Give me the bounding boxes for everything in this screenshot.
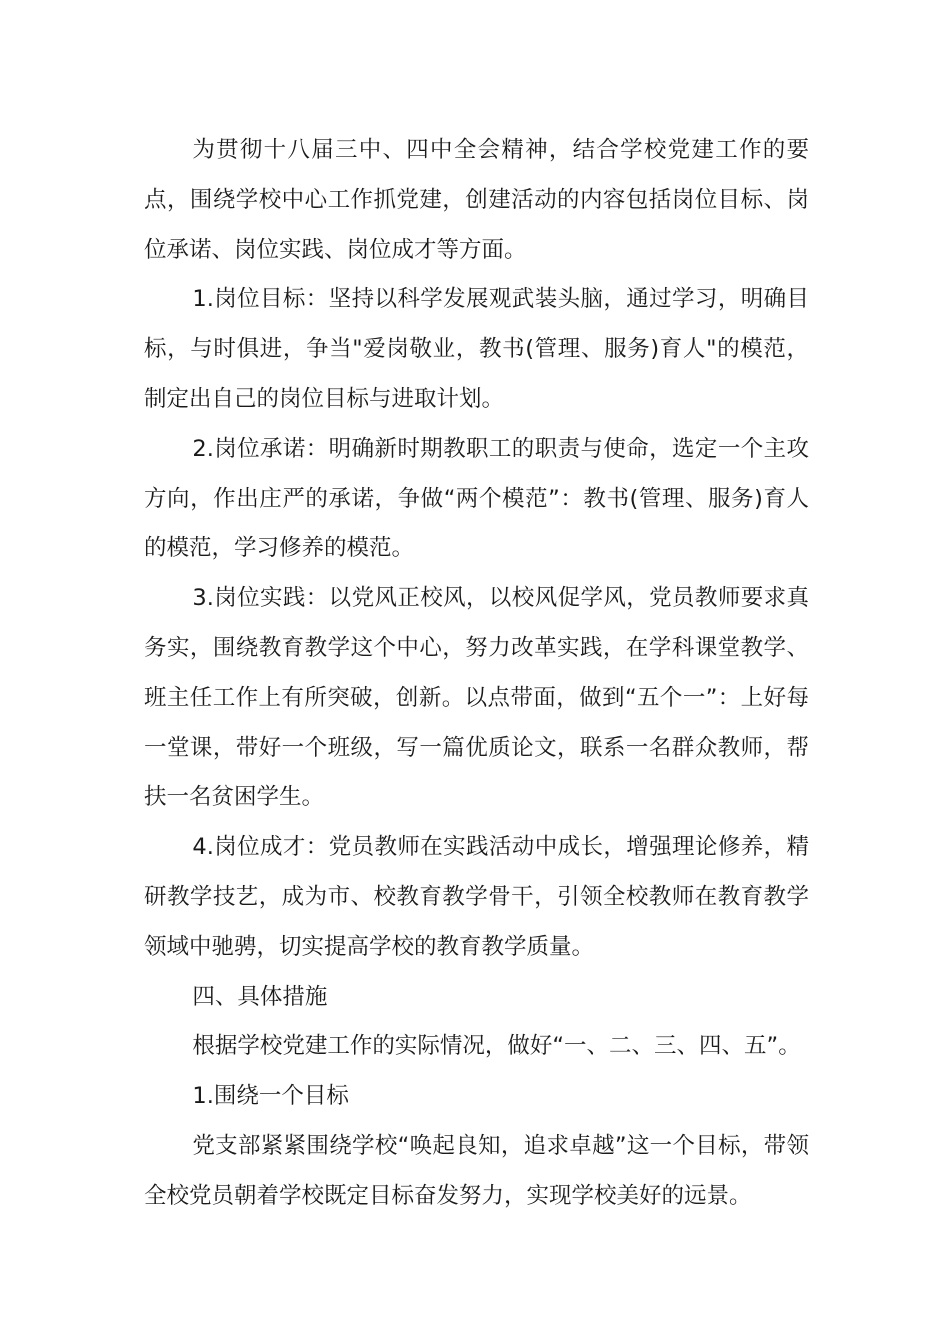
paragraph-measures-intro: 根据学校党建工作的实际情况，做好“一、二、三、四、五”。: [192, 1033, 801, 1060]
paragraph-intro: 为贯彻十八届三中、四中全会精神，结合学校党建工作的要点，围绕学校中心工作抓党建，创建活动的内容包括岗位目标、岗位承诺、岗位实践、岗位成才等方面。: [144, 137, 809, 263]
paragraph-post-practice: 3.岗位实践：以党风正校风，以校风促学风，党员教师要求真务实，围绕教育教学这个中心，努力改革实践，在学科课堂教学、班主任工作上有所突破，创新。以点带面，做到“五个一”：上好每一堂课，带好一个班级，写一篇优质论文，联系一名群众教师，帮扶一名贫困学生。: [144, 585, 809, 811]
subheading-one-goal: 1.围绕一个目标: [192, 1083, 349, 1110]
document-page: [144, 126, 809, 1222]
paragraph-post-growth: 4.岗位成才：党员教师在实践活动中成长，增强理论修养，精研教学技艺，成为市、校教育教学骨干，引领全校教师在教育教学领域中驰骋，切实提高学校的教育教学质量。: [144, 834, 809, 960]
section-heading-measures: 四、具体措施: [192, 983, 328, 1010]
paragraph-post-goal: 1.岗位目标：坚持以科学发展观武装头脑，通过学习，明确目标，与时俱进，争当"爱岗敬业，教书(管理、服务)育人"的模范，制定出自己的岗位目标与进取计划。: [144, 286, 809, 412]
paragraph-one-goal: 党支部紧紧围绕学校“唤起良知，追求卓越”这一个目标，带领全校党员朝着学校既定目标奋发努力，实现学校美好的远景。: [144, 1132, 809, 1209]
paragraph-post-commitment: 2.岗位承诺：明确新时期教职工的职责与使命，选定一个主攻方向，作出庄严的承诺，争做“两个模范”：教书(管理、服务)育人的模范，学习修养的模范。: [144, 435, 809, 562]
